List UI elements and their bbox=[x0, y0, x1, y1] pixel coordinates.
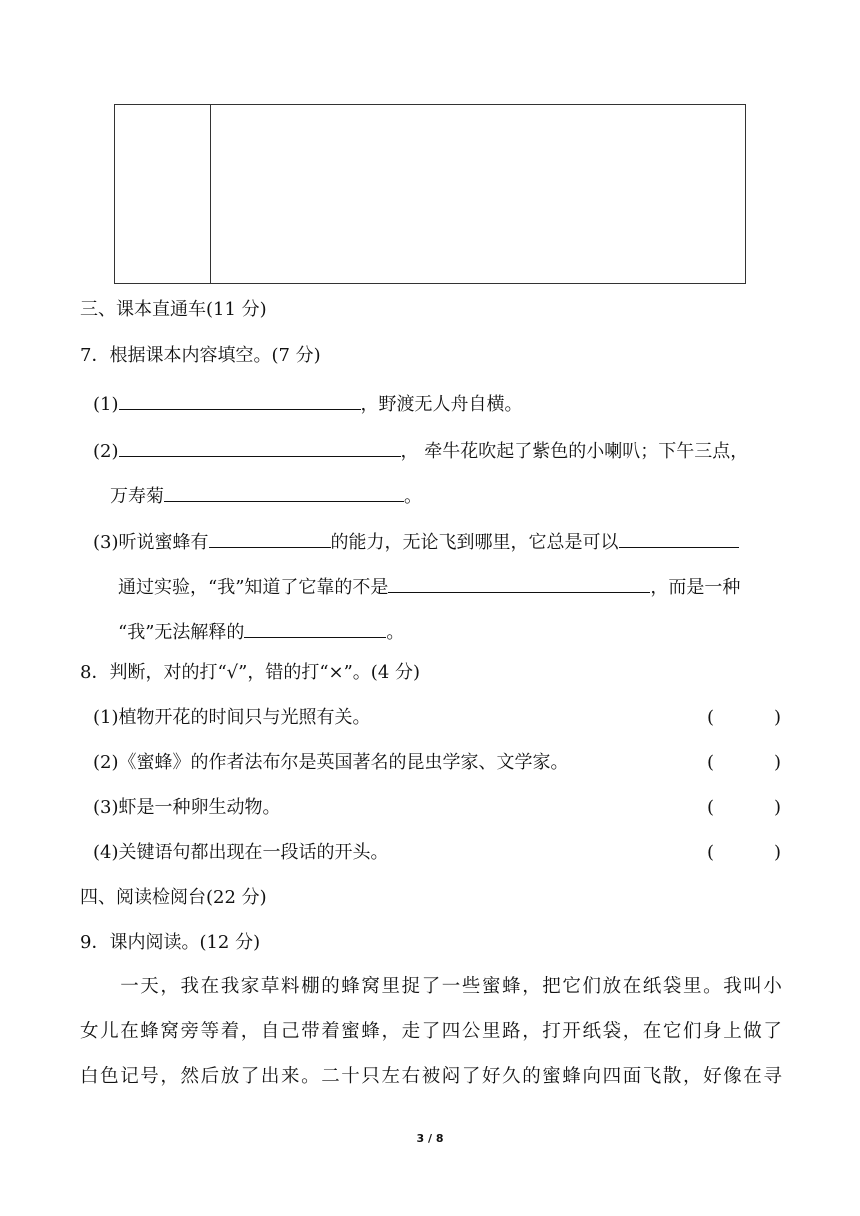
q8-item-2-answer-open[interactable]: ( bbox=[707, 752, 715, 773]
q7-item-2-blank-2[interactable] bbox=[164, 481, 404, 502]
q8-item-2-answer-close[interactable]: ) bbox=[774, 752, 782, 773]
q8-item-3-answer-open[interactable]: ( bbox=[707, 797, 715, 818]
q7-item-2-line-2 bbox=[110, 481, 422, 509]
q8-item-3-answer-close[interactable]: ) bbox=[774, 797, 782, 818]
q7-item-3-line-2 bbox=[118, 572, 740, 600]
q7-item-1-blank[interactable] bbox=[119, 389, 361, 410]
q7-item-3-text-2: 的能力，无论飞到哪里，它总是可以 bbox=[330, 532, 619, 553]
section-4-heading: 四、阅读检阅台(22 分) bbox=[80, 887, 267, 908]
q8-item-2-text: (2)《蜜蜂》的作者法布尔是英国著名的昆虫学家、文学家。 bbox=[93, 752, 569, 773]
q8-item-1-text: (1)植物开花的时间只与光照有关。 bbox=[93, 707, 371, 728]
q7-item-1-text: ，野渡无人舟自横。 bbox=[360, 394, 523, 415]
q7-item-3-line-3 bbox=[118, 617, 404, 645]
q7-item-3-line-3-text: “我”无法解释的 bbox=[118, 622, 245, 643]
q7-item-1 bbox=[93, 389, 523, 417]
page-number: 3 / 8 bbox=[416, 1132, 444, 1145]
answer-table bbox=[114, 104, 746, 284]
q7-item-3-number: (3) bbox=[93, 532, 119, 553]
answer-table-label-cell bbox=[115, 105, 211, 283]
reading-paragraph-line-2: 女儿在蜂窝旁等着，自己带着蜜蜂，走了四公里路，打开纸袋，在它们身上做了 bbox=[80, 1021, 784, 1042]
q7-item-3-text-1: 听说蜜蜂有 bbox=[118, 532, 209, 553]
q7-item-3 bbox=[93, 527, 739, 555]
q8-item-1-answer-close[interactable]: ) bbox=[774, 707, 782, 728]
q7-item-3-blank-3[interactable] bbox=[388, 572, 650, 593]
q7-item-3-blank-2[interactable] bbox=[619, 527, 739, 548]
q7-item-2-text: ， 牵牛花吹起了紫色的小喇叭；下午三点， bbox=[400, 441, 749, 462]
q8-item-4-text: (4)关键语句都出现在一段话的开头。 bbox=[93, 842, 389, 863]
question-8-title: 8．判断，对的打“√”，错的打“×”。(4 分) bbox=[80, 662, 421, 683]
q7-item-2-number: (2) bbox=[93, 441, 119, 462]
q7-item-3-blank-4[interactable] bbox=[244, 617, 386, 638]
q7-item-3-line-3-end: 。 bbox=[386, 622, 405, 643]
q8-item-4-answer-close[interactable]: ) bbox=[774, 842, 782, 863]
q7-item-3-line-2-text-2: ，而是一种 bbox=[650, 577, 741, 598]
reading-paragraph-line-1: 一天，我在我家草料棚的蜂窝里捉了一些蜜蜂，把它们放在纸袋里。我叫小 bbox=[80, 976, 784, 997]
q7-item-2 bbox=[93, 436, 748, 464]
q8-item-3-text: (3)虾是一种卵生动物。 bbox=[93, 797, 281, 818]
q7-item-2-line-2-prefix: 万寿菊 bbox=[110, 486, 164, 507]
reading-paragraph-line-3: 白色记号，然后放了出来。二十只左右被闷了好久的蜜蜂向四面飞散，好像在寻 bbox=[80, 1066, 784, 1087]
q8-item-4-answer-open[interactable]: ( bbox=[707, 842, 715, 863]
q7-item-2-blank-1[interactable] bbox=[119, 436, 401, 457]
question-9-title: 9．课内阅读。(12 分) bbox=[80, 932, 261, 953]
q7-item-3-blank-1[interactable] bbox=[209, 527, 331, 548]
q7-item-1-number: (1) bbox=[93, 394, 119, 415]
section-3-heading: 三、课本直通车(11 分) bbox=[80, 299, 267, 320]
q7-item-2-line-2-end: 。 bbox=[404, 486, 422, 507]
q7-item-3-line-2-text-1: 通过实验，“我”知道了它靠的不是 bbox=[118, 577, 389, 598]
q8-item-1-answer-open[interactable]: ( bbox=[707, 707, 715, 728]
question-7-title: 7．根据课本内容填空。(7 分) bbox=[80, 345, 321, 366]
